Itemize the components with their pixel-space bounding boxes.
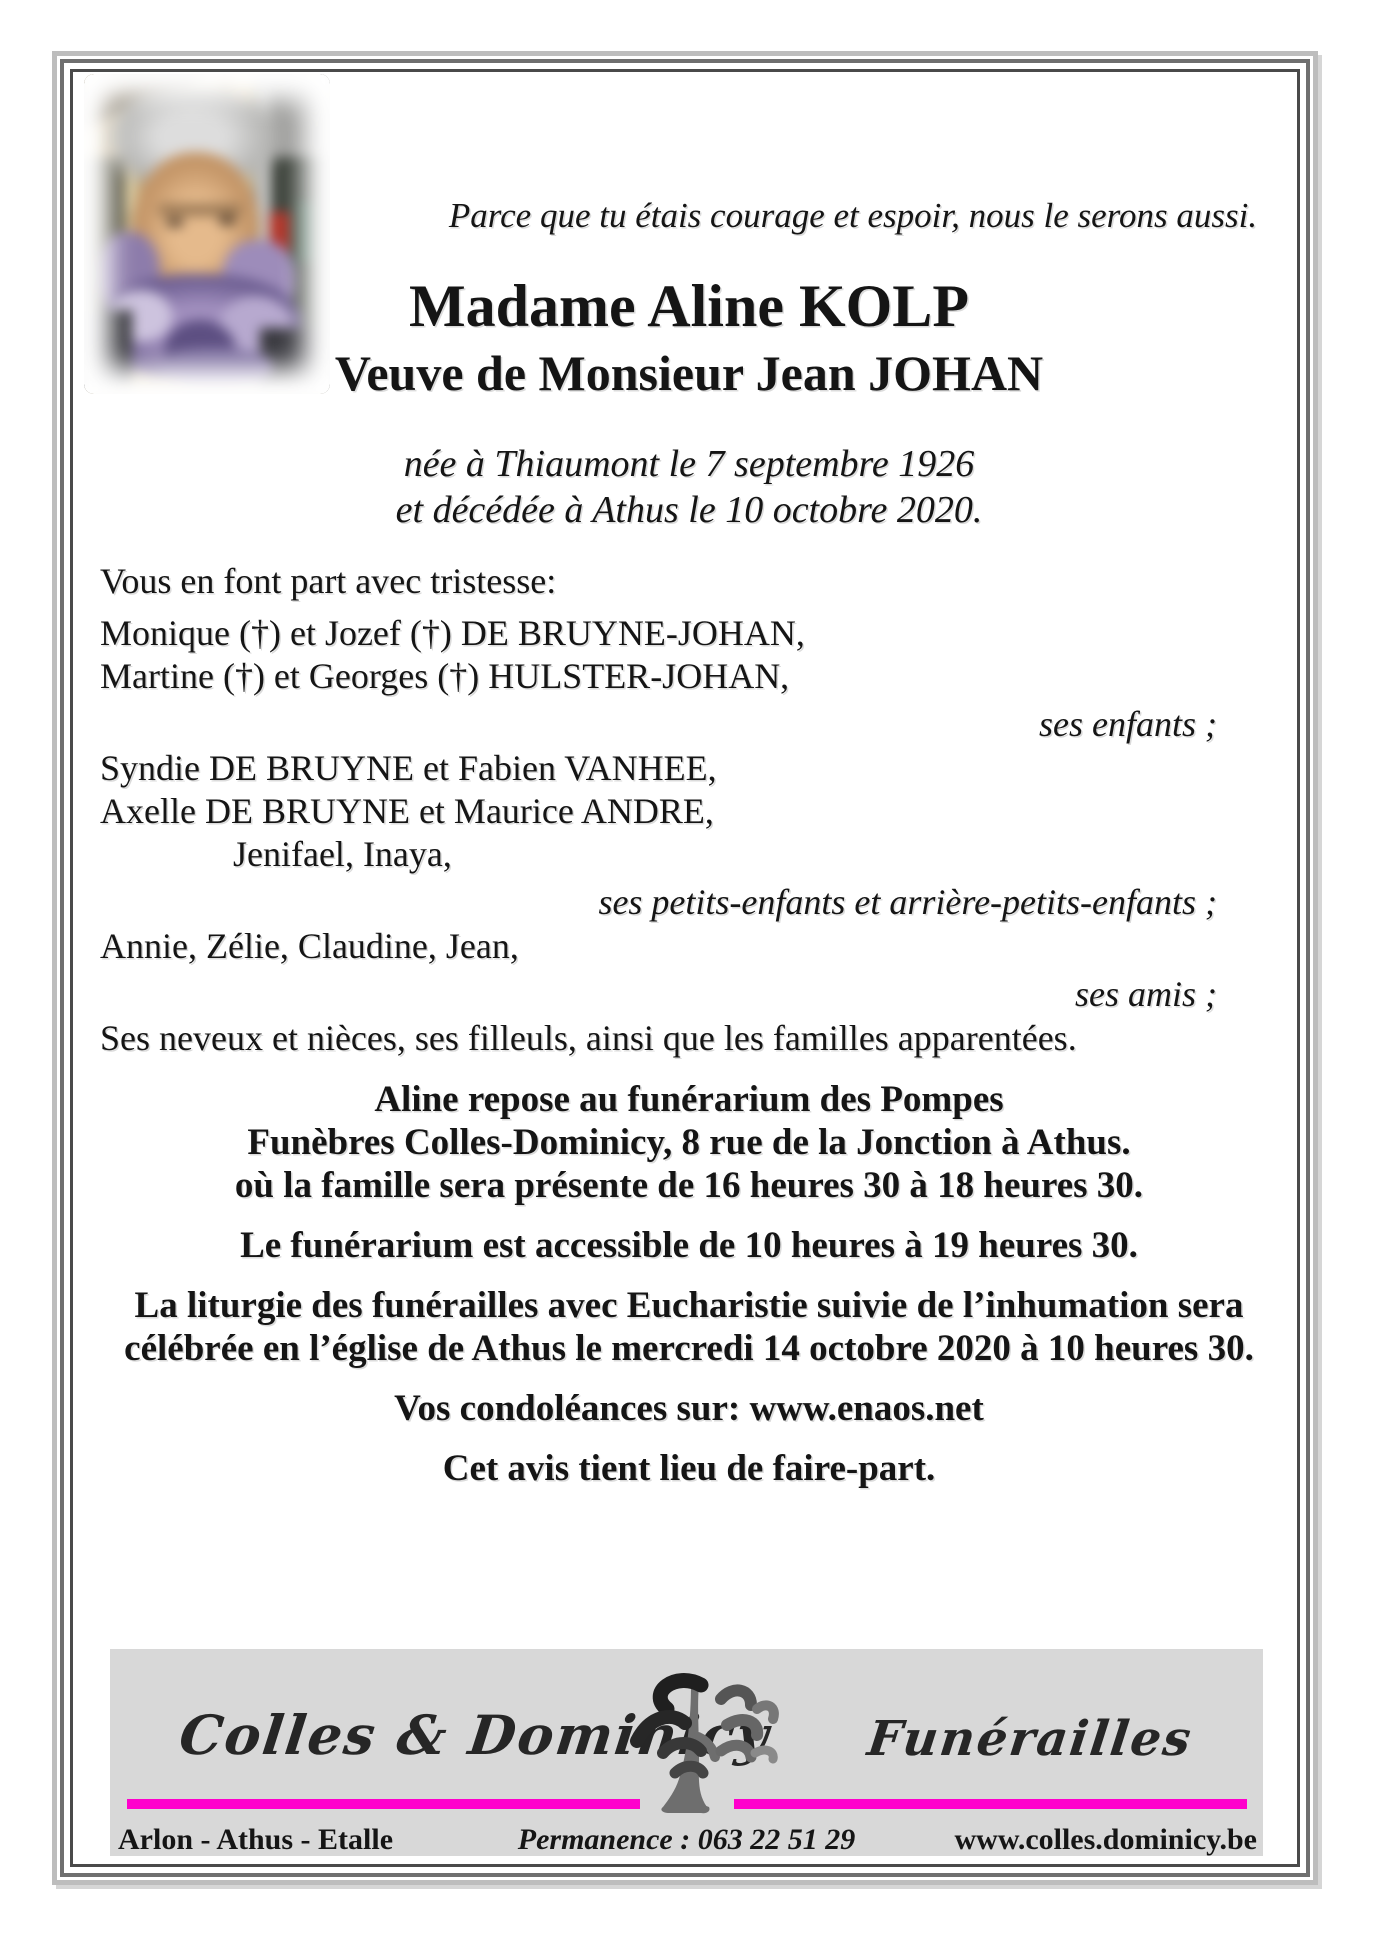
announcement-paragraph — [70, 1387, 1308, 1430]
website-text: www.colles.dominicy.be — [954, 1823, 1257, 1856]
death-line: et décédée à Athus le 10 octobre 2020. — [395, 489, 983, 531]
announcement-line: où la famille sera présente de 16 heures 30 à 18 heures 30. — [234, 1165, 1144, 1206]
announcement-line: Funèbres Colles-Dominicy, 8 rue de la Jonction à Athus. — [247, 1122, 1131, 1163]
family-line: Syndie DE BRUYNE et Fabien VANHEE, — [100, 748, 717, 788]
permanence-line: Permanence : 063 22 51 29 — [517, 1823, 856, 1856]
funerailles-script: Funérailles — [864, 1711, 1196, 1767]
memorial-quote: Parce que tu étais courage et espoir, nous le serons aussi. — [448, 196, 1258, 235]
announcement-line: Le funérarium est accessible de 10 heures à 19 heures 30. — [240, 1225, 1138, 1266]
family-line: ses petits-enfants et arrière-petits-enfants ; — [598, 882, 1217, 922]
family-line: ses enfants ; — [1039, 704, 1217, 744]
deceased-name: Madame Aline KOLP — [409, 273, 969, 339]
announcement-line: Aline repose au funérarium des Pompes — [374, 1079, 1004, 1120]
cities-line: Arlon - Athus - Etalle — [118, 1823, 394, 1856]
birth-line: née à Thiaumont le 7 septembre 1926 — [403, 443, 975, 485]
family-line: Annie, Zélie, Claudine, Jean, — [100, 926, 519, 966]
announcement-paragraph — [70, 1284, 1308, 1370]
announcement-line: Cet avis tient lieu de faire-part. — [442, 1448, 936, 1489]
family-line: Axelle DE BRUYNE et Maurice ANDRE, — [100, 791, 714, 831]
announcement-line: La liturgie des funérailles avec Eucharistie suivie de l’inhumation sera — [134, 1285, 1244, 1326]
company-name-script: Colles & Dominicy — [176, 1703, 774, 1767]
intro-line: Vous en font part avec tristesse: — [100, 561, 557, 601]
announcement-line: célébrée en l’église de Athus le mercredi 14 octobre 2020 à 10 heures 30. — [124, 1328, 1254, 1369]
funeral-home-banner — [110, 1649, 1263, 1856]
family-line: Monique (†) et Jozef (†) DE BRUYNE-JOHAN, — [100, 613, 805, 653]
magenta-rule-right — [734, 1799, 1247, 1809]
family-line: Ses neveux et nièces, ses filleuls, ainsi que les familles apparentées. — [100, 1018, 1077, 1058]
tree-icon — [609, 1657, 780, 1817]
family-line: ses amis ; — [1075, 974, 1217, 1014]
family-line: Jenifael, Inaya, — [233, 834, 452, 874]
announcement-paragraph — [70, 1447, 1308, 1490]
announcement-paragraph — [70, 1224, 1308, 1267]
family-line: Martine (†) et Georges (†) HULSTER-JOHAN, — [100, 656, 790, 696]
announcement-line: Vos condoléances sur: www.enaos.net — [394, 1388, 984, 1429]
announcement-paragraph — [70, 1078, 1308, 1207]
magenta-rule-left — [127, 1799, 640, 1809]
widow-line: Veuve de Monsieur Jean JOHAN — [334, 345, 1044, 401]
family-list — [100, 612, 1217, 1060]
announcements — [70, 1078, 1308, 1507]
